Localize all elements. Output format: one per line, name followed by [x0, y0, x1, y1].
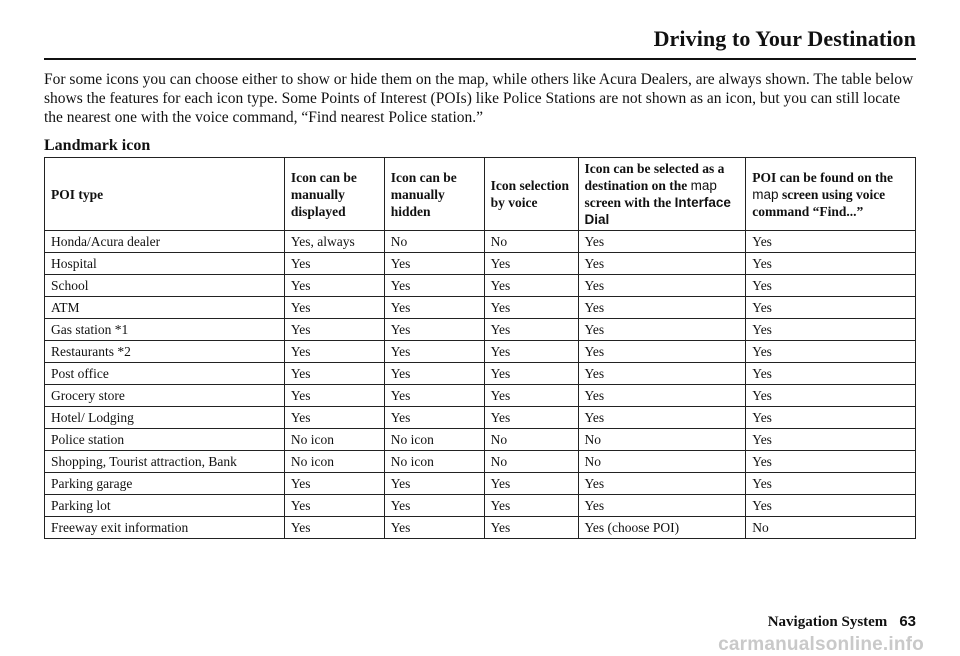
table-row — [45, 341, 916, 363]
section-heading: Landmark icon — [44, 137, 151, 154]
cell-destination-dial: Yes — [578, 407, 746, 429]
cell-voice-selection: Yes — [484, 407, 578, 429]
header-destination-map-word: map — [690, 178, 717, 193]
table-row — [45, 473, 916, 495]
cell-destination-dial: No — [578, 429, 746, 451]
cell-voice-selection: Yes — [484, 297, 578, 319]
cell-voice-selection: Yes — [484, 473, 578, 495]
cell-manually-hidden: Yes — [384, 517, 484, 539]
title-divider — [44, 58, 916, 60]
cell-poi-type: Hotel/ Lodging — [45, 407, 285, 429]
cell-found-by-voice: Yes — [746, 451, 916, 473]
cell-found-by-voice: Yes — [746, 473, 916, 495]
table-body — [45, 231, 916, 539]
intro-paragraph: For some icons you can choose either to show or hide them on the map, while others like Acura Dealers, are always shown. The table below shows the features for each icon type. Some Points of Interest (POIs) like Police Stations are not shown as an icon, but you can still locate the nearest one with the voice command, “Find nearest Police station.” — [44, 71, 914, 126]
cell-manually-displayed: Yes — [284, 407, 384, 429]
cell-manually-hidden: Yes — [384, 363, 484, 385]
cell-poi-type: Parking garage — [45, 473, 285, 495]
cell-manually-displayed: Yes — [284, 341, 384, 363]
header-found-text-start: POI can be found on the — [752, 169, 893, 185]
table-row — [45, 297, 916, 319]
cell-manually-hidden: Yes — [384, 407, 484, 429]
table-row — [45, 429, 916, 451]
cell-manually-hidden: Yes — [384, 275, 484, 297]
page-number: 63 — [899, 613, 916, 630]
cell-voice-selection: Yes — [484, 363, 578, 385]
cell-voice-selection: No — [484, 451, 578, 473]
cell-poi-type: Restaurants *2 — [45, 341, 285, 363]
poi-table — [44, 157, 916, 539]
cell-destination-dial: Yes — [578, 473, 746, 495]
cell-manually-hidden: Yes — [384, 385, 484, 407]
cell-found-by-voice: Yes — [746, 231, 916, 253]
cell-poi-type: Gas station *1 — [45, 319, 285, 341]
table-row — [45, 517, 916, 539]
cell-manually-displayed: Yes — [284, 473, 384, 495]
cell-poi-type: ATM — [45, 297, 285, 319]
watermark: carmanualsonline.info — [718, 634, 924, 655]
cell-manually-displayed: Yes — [284, 385, 384, 407]
cell-found-by-voice: Yes — [746, 319, 916, 341]
cell-voice-selection: No — [484, 231, 578, 253]
header-destination-dial-word: Interface Dial — [584, 195, 731, 227]
header-poi-type: POI type — [45, 158, 285, 231]
cell-poi-type: Grocery store — [45, 385, 285, 407]
cell-manually-hidden: Yes — [384, 297, 484, 319]
cell-destination-dial: Yes — [578, 495, 746, 517]
header-manually-hidden: Icon can be manually hidden — [384, 158, 484, 231]
cell-voice-selection: Yes — [484, 495, 578, 517]
page-footer — [768, 613, 916, 631]
page-title: Driving to Your Destination — [653, 26, 916, 51]
table-row — [45, 385, 916, 407]
table-row — [45, 451, 916, 473]
cell-voice-selection: Yes — [484, 385, 578, 407]
cell-found-by-voice: Yes — [746, 341, 916, 363]
cell-manually-hidden: Yes — [384, 253, 484, 275]
table-row — [45, 253, 916, 275]
table-row — [45, 319, 916, 341]
cell-manually-hidden: No — [384, 231, 484, 253]
cell-manually-hidden: Yes — [384, 495, 484, 517]
cell-destination-dial: Yes — [578, 363, 746, 385]
header-manually-displayed: Icon can be manually displayed — [284, 158, 384, 231]
cell-poi-type: Parking lot — [45, 495, 285, 517]
cell-poi-type: Post office — [45, 363, 285, 385]
cell-destination-dial: Yes — [578, 231, 746, 253]
cell-manually-displayed: Yes, always — [284, 231, 384, 253]
cell-destination-dial: Yes — [578, 253, 746, 275]
table-row — [45, 407, 916, 429]
cell-poi-type: Freeway exit information — [45, 517, 285, 539]
cell-voice-selection: No — [484, 429, 578, 451]
cell-destination-dial: Yes — [578, 319, 746, 341]
table-header-row — [45, 158, 916, 231]
header-voice-selection: Icon selection by voice — [484, 158, 578, 231]
cell-manually-displayed: Yes — [284, 495, 384, 517]
table-row — [45, 363, 916, 385]
cell-manually-hidden: No icon — [384, 429, 484, 451]
cell-manually-displayed: Yes — [284, 517, 384, 539]
cell-voice-selection: Yes — [484, 275, 578, 297]
cell-destination-dial: Yes (choose POI) — [578, 517, 746, 539]
cell-found-by-voice: Yes — [746, 385, 916, 407]
cell-poi-type: Honda/Acura dealer — [45, 231, 285, 253]
cell-voice-selection: Yes — [484, 253, 578, 275]
cell-manually-displayed: No icon — [284, 451, 384, 473]
cell-poi-type: Shopping, Tourist attraction, Bank — [45, 451, 285, 473]
cell-manually-displayed: Yes — [284, 275, 384, 297]
cell-found-by-voice: No — [746, 517, 916, 539]
header-found-text-end: screen using voice command “Find...” — [752, 186, 886, 219]
footer-section-name: Navigation System — [767, 614, 888, 630]
header-found-by-voice — [746, 158, 916, 231]
cell-found-by-voice: Yes — [746, 495, 916, 517]
table-row — [45, 231, 916, 253]
cell-destination-dial: No — [578, 451, 746, 473]
cell-poi-type: Hospital — [45, 253, 285, 275]
cell-poi-type: Police station — [45, 429, 285, 451]
cell-manually-displayed: Yes — [284, 297, 384, 319]
cell-found-by-voice: Yes — [746, 275, 916, 297]
cell-manually-displayed: Yes — [284, 319, 384, 341]
cell-manually-displayed: No icon — [284, 429, 384, 451]
cell-voice-selection: Yes — [484, 341, 578, 363]
header-destination-text-start: Icon can be selected as a destination on the — [584, 161, 725, 193]
cell-voice-selection: Yes — [484, 319, 578, 341]
cell-destination-dial: Yes — [578, 297, 746, 319]
cell-manually-hidden: Yes — [384, 341, 484, 363]
header-destination-dial — [578, 158, 746, 231]
cell-destination-dial: Yes — [578, 341, 746, 363]
cell-found-by-voice: Yes — [746, 363, 916, 385]
table-row — [45, 275, 916, 297]
cell-manually-hidden: Yes — [384, 473, 484, 495]
cell-found-by-voice: Yes — [746, 429, 916, 451]
cell-found-by-voice: Yes — [746, 253, 916, 275]
cell-found-by-voice: Yes — [746, 297, 916, 319]
cell-manually-displayed: Yes — [284, 363, 384, 385]
header-found-map-word: map — [752, 186, 779, 202]
cell-poi-type: School — [45, 275, 285, 297]
cell-destination-dial: Yes — [578, 275, 746, 297]
table-row — [45, 495, 916, 517]
cell-voice-selection: Yes — [484, 517, 578, 539]
cell-manually-displayed: Yes — [284, 253, 384, 275]
cell-manually-hidden: No icon — [384, 451, 484, 473]
cell-manually-hidden: Yes — [384, 319, 484, 341]
cell-found-by-voice: Yes — [746, 407, 916, 429]
header-destination-text-mid: screen with the — [584, 195, 672, 210]
cell-destination-dial: Yes — [578, 385, 746, 407]
